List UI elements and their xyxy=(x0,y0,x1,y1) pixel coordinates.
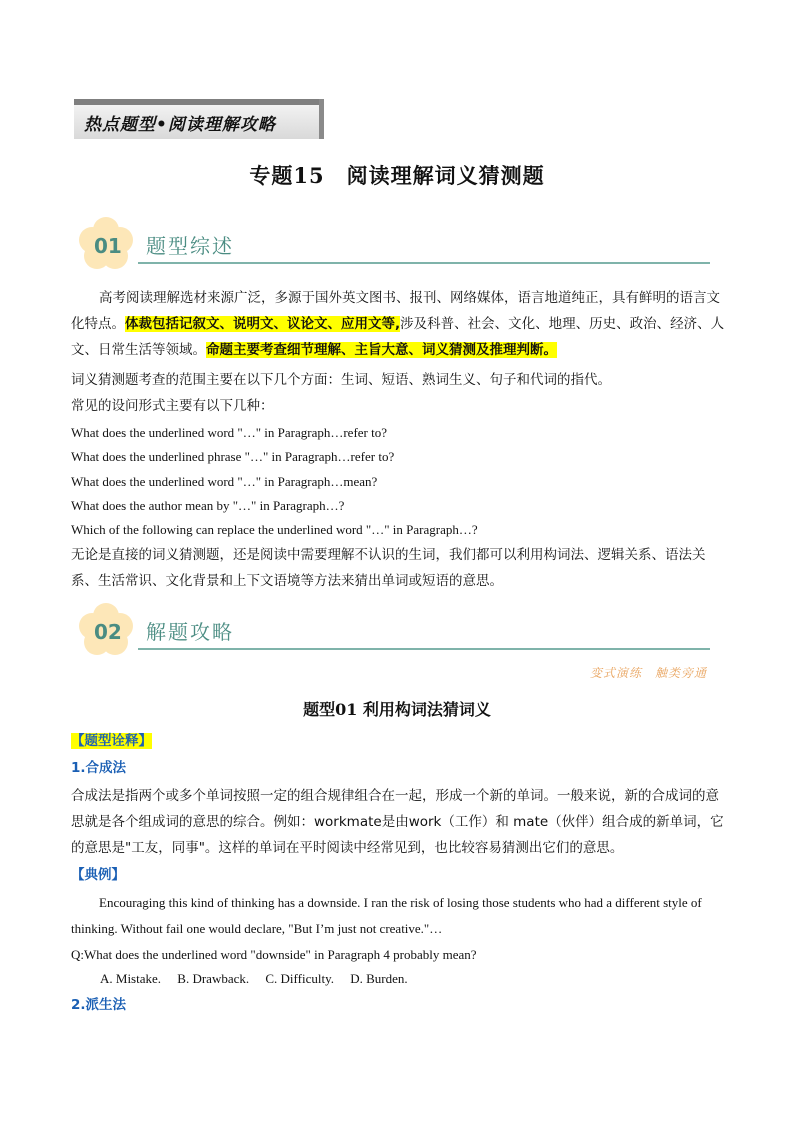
question-form-5: Which of the following can replace the underlined word "…" in Paragraph…? xyxy=(71,522,478,537)
question-form-2: What does the underlined phrase "…" in Paragraph…refer to? xyxy=(71,449,395,464)
intro-text-a: 高考阅读理解选材来源广泛，多源于国外英文图书、报刊、网络媒体，语言地道纯正，具有鲜明的语言文化特点。 xyxy=(71,290,720,332)
question-form-4: What does the author mean by "…" in Paragraph…? xyxy=(71,498,345,513)
header-tag-text: 热点题型•阅读理解攻略 xyxy=(84,115,276,135)
intro-text-b: 涉及科普、社会、文化、地理、历史、政治、经济、人文、日常生活等领域。 xyxy=(71,316,725,358)
label-explanation: 【题型诠释】 xyxy=(71,733,152,749)
page-title: 专题15 阅读理解词义猜测题 xyxy=(249,163,545,188)
compound-paragraph: 合成法是指两个或多个单词按照一定的组合规律组合在一起，形成一个新的单词。一般来说，新的合成词的意思就是各个组成词的意思的综合。例如：workmate是由work（工作）和 mate（伙伴）组合成的新单词，它的意思是"工友，同事"。这样的单词在平时阅读中经常见到，也比较容易猜测出它们的意思。 xyxy=(71,788,724,856)
example-passage: Encouraging this kind of thinking has a downside. I ran the risk of losing those students who had a different style of thinking. Without fail one would declare, "But I’m just not creative."… xyxy=(71,895,702,936)
question-form-3: What does the underlined word "…" in Paragraph…mean? xyxy=(71,474,378,489)
question-form-1: What does the underlined word "…" in Paragraph…refer to? xyxy=(71,425,388,440)
sub-title: 题型01 利用构词法猜词义 xyxy=(303,700,491,719)
scope-line: 词义猜测题考查的范围主要在以下几个方面：生词、短语、熟词生义、句子和代词的指代。 xyxy=(71,372,611,388)
section-number: 01 xyxy=(94,234,122,258)
heading-derivation: 2.派生法 xyxy=(71,997,127,1013)
example-question: Q:What does the underlined word "downside" in Paragraph 4 probably mean? xyxy=(71,947,477,962)
slogan: 变式演练 触类旁通 xyxy=(590,666,708,680)
label-explanation-row xyxy=(71,728,731,754)
label-example: 【典例】 xyxy=(71,867,125,883)
section-divider xyxy=(138,262,710,264)
option-c: C. Difficulty. xyxy=(265,971,334,986)
section-number: 02 xyxy=(94,620,122,644)
section-title: 解题攻略 xyxy=(146,620,234,644)
section-title: 题型综述 xyxy=(146,234,234,258)
highlight-focus: 命题主要考查细节理解、主旨大意、词义猜测及推理判断。 xyxy=(206,342,557,358)
option-b: B. Drawback. xyxy=(177,971,250,986)
section-divider xyxy=(138,648,710,650)
highlight-genres: 体裁包括记叙文、说明文、议论文、应用文等, xyxy=(125,316,401,332)
section-header-overview xyxy=(78,216,718,270)
option-a: A. Mistake. xyxy=(100,971,162,986)
option-d: D. Burden. xyxy=(350,971,408,986)
intro-paragraph xyxy=(71,285,731,363)
header-tag xyxy=(74,99,324,139)
answer-options xyxy=(100,966,760,992)
header-tag-shadow xyxy=(319,99,324,139)
forms-line: 常见的设问形式主要有以下几种： xyxy=(71,398,274,414)
heading-compound: 1.合成法 xyxy=(71,760,127,776)
method-paragraph: 无论是直接的词义猜测题，还是阅读中需要理解不认识的生词，我们都可以利用构词法、逻辑关系、语法关系、生活常识、文化背景和上下文语境等方法来猜出单词或短语的意思。 xyxy=(71,547,706,589)
section-header-strategy xyxy=(78,602,718,656)
